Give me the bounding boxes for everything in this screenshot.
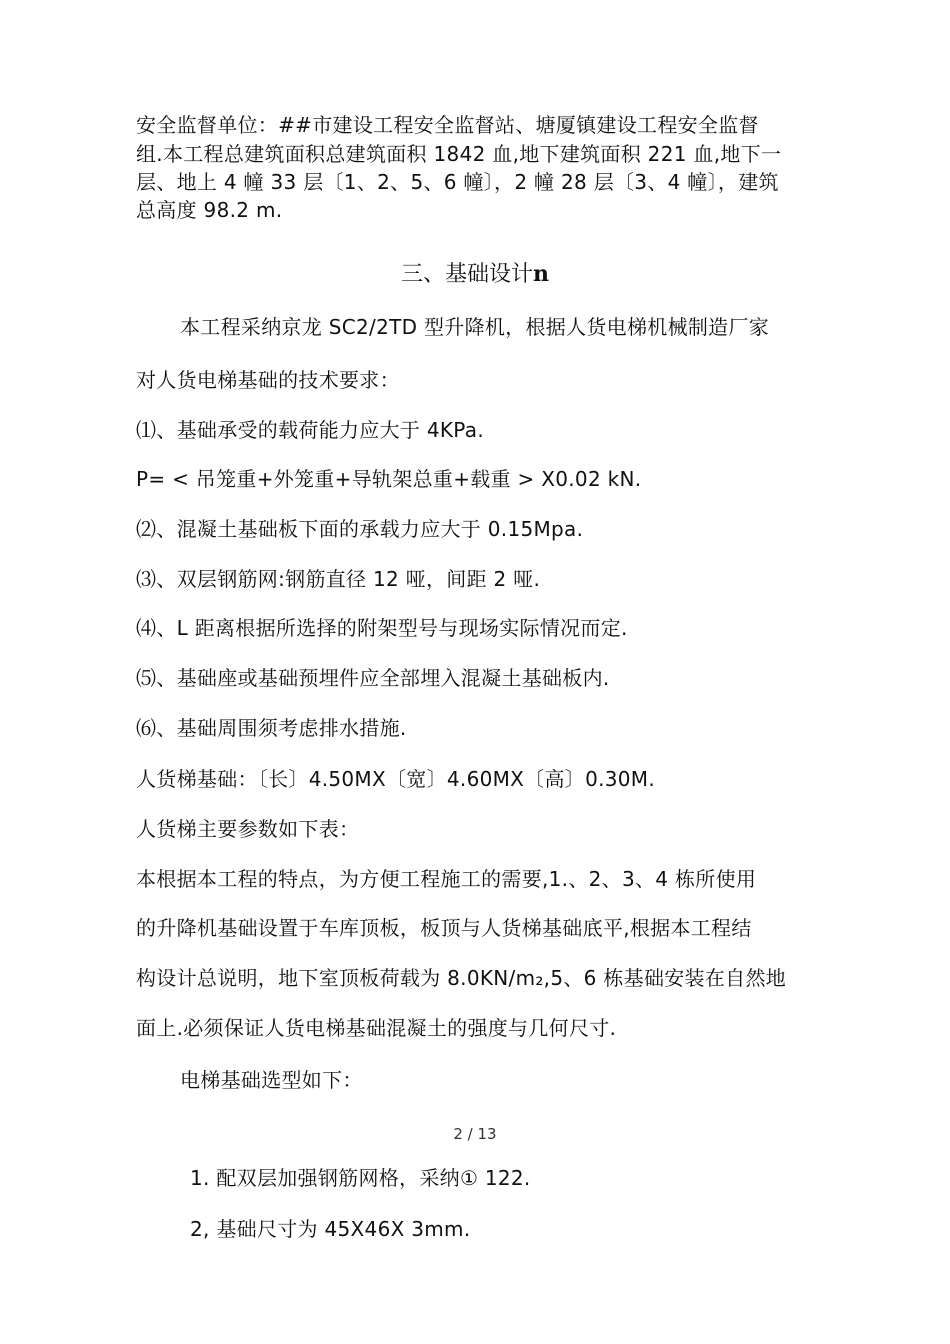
list-item: 2, 基础尺寸为 45X46X 3mm.	[190, 1217, 471, 1241]
paragraph-line: 的升降机基础设置于车库顶板，板顶与人货梯基础底平,根据本工程结	[136, 916, 752, 940]
selection-caption: 电梯基础选型如下：	[180, 1068, 363, 1092]
paragraph-line: 构设计总说明，地下室顶板荷载为 8.0KN/m₂,5、6 栋基础安装在自然地	[136, 966, 787, 990]
paragraph-line: 对人货电梯基础的技术要求：	[136, 368, 400, 392]
section-heading-suffix: n	[533, 261, 549, 287]
load-formula: P= < 吊笼重+外笼重+导轨架总重+载重 > X0.02 kN.	[136, 467, 642, 491]
section-heading	[0, 259, 950, 290]
requirement-5: ⑸、基础座或基础预埋件应全部埋入混凝土基础板内.	[136, 666, 610, 690]
requirement-1: ⑴、基础承受的载荷能力应大于 4KPa.	[136, 418, 484, 442]
requirement-6: ⑹、基础周围须考虑排水措施.	[136, 716, 407, 740]
page-number: 2 / 13	[453, 1125, 497, 1143]
paragraph-line: 本工程采纳京龙 SC2/2TD 型升降机，根据人货电梯机械制造厂家	[180, 315, 770, 339]
list-item: 1. 配双层加强钢筋网格，采纳① 122.	[190, 1166, 531, 1190]
intro-line-2: 组.本工程总建筑面积总建筑面积 1842 血,地下建筑面积 221 血,地下一	[136, 142, 782, 166]
requirement-3: ⑶、双层钢筋网:钢筋直径 12 哑，间距 2 哑.	[136, 567, 541, 591]
intro-line-1: 安全监督单位：##市建设工程安全监督站、塘厦镇建设工程安全监督	[136, 113, 759, 137]
intro-line-3: 层、地上 4 幢 33 层〔1、2、5、6 幢〕，2 幢 28 层〔3、4 幢〕，建筑	[136, 170, 779, 194]
intro-line-4: 总高度 98.2 m.	[136, 198, 283, 222]
paragraph-line: 面上.必须保证人货电梯基础混凝土的强度与几何尺寸.	[136, 1016, 617, 1040]
foundation-size: 人货梯基础：〔长〕4.50MX〔宽〕4.60MX〔高〕0.30M.	[136, 767, 656, 791]
section-heading-text: 三、基础设计	[400, 262, 533, 287]
paragraph-line: 本根据本工程的特点，为方便工程施工的需要,1.、2、3、4 栋所使用	[136, 867, 757, 891]
parameters-caption: 人货梯主要参数如下表：	[136, 817, 360, 841]
requirement-2: ⑵、混凝土基础板下面的承载力应大于 0.15Mpa.	[136, 517, 584, 541]
requirement-4: ⑷、L 距离根据所选择的附架型号与现场实际情况而定.	[136, 616, 628, 640]
